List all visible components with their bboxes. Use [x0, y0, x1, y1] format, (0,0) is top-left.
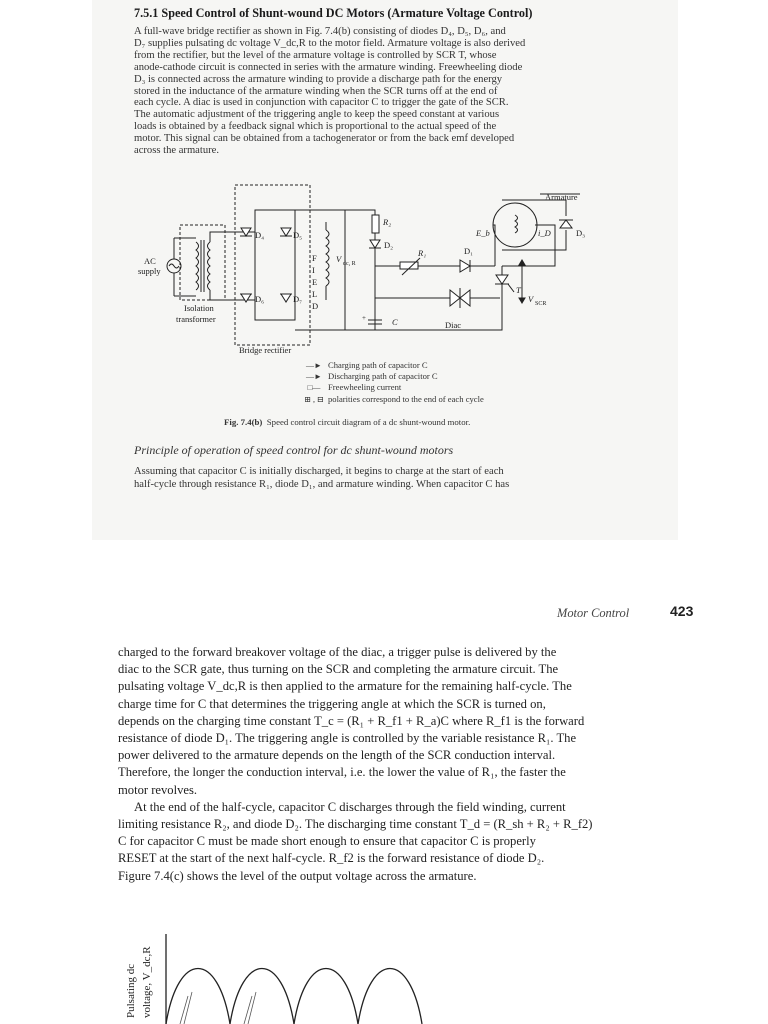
waveform-ylabel-2: voltage, V_dc,R — [141, 946, 153, 1018]
diac-label: Diac — [445, 320, 462, 330]
waveform-ylabel-1: Pulsating dc — [125, 963, 137, 1018]
d1-label: D₁ — [464, 246, 474, 256]
diode-d6-symbol — [240, 294, 252, 302]
plus-minus-box-icon: ⊞ , ⊟ — [304, 394, 324, 404]
field-letter-e: E — [312, 277, 318, 287]
legend-item — [304, 394, 584, 405]
text-line: power delivered to the armature depends on the length of the SCR conduction interval. — [118, 748, 556, 763]
d5-label: D₅ — [293, 230, 303, 240]
text-line: Figure 7.4(c) shows the level of the output voltage across the armature. — [118, 868, 477, 883]
text-line: resistance of diode D₁. The triggering angle is controlled by the variable resistance R₁. The — [118, 731, 577, 746]
vscr-label: V — [528, 294, 534, 304]
text-line: D₃ is connected across the armature winding to provide a discharge path for the energy — [134, 73, 503, 85]
ac-supply-label-2: supply — [138, 266, 161, 276]
waveform-hump-1 — [166, 969, 230, 1024]
figure-legend — [304, 360, 584, 405]
diode-d7-symbol — [280, 294, 292, 302]
bridge-rectifier-box — [235, 185, 310, 345]
text-line: anode-cathode circuit is connected in series with the armature winding. Freewheeling diode — [134, 61, 523, 73]
text-line: each cycle. A diac is used in conjunction with capacitor C to trigger the gate of the SCR. — [134, 97, 509, 109]
subheading: Principle of operation of speed control for dc shunt-wound motors — [134, 443, 454, 457]
scr-symbol — [495, 275, 514, 292]
text-line: D₇ supplies pulsating dc voltage V_dc,R to the motor field. Armature voltage is also derived — [134, 37, 526, 49]
armature-symbol — [493, 203, 537, 247]
text-line: charged to the forward breakover voltage of the diac, a trigger pulse is delivered by the — [118, 645, 557, 659]
vdcr-label: V — [336, 254, 342, 264]
text-line: half-cycle through resistance R₁, diode D₁, and armature winding. When capacitor C has — [134, 478, 510, 490]
legend-text: polarities correspond to the end of each cycle — [328, 393, 484, 404]
text-line: from the rectifier, but the level of the armature voltage is controlled by SCR T, whose — [134, 49, 497, 61]
text-line: Therefore, the longer the conduction interval, i.e. the lower the value of R₁, the faster the — [118, 765, 566, 780]
eb-label: E_b — [476, 228, 490, 238]
transformer-label: transformer — [176, 314, 216, 324]
legend-item — [304, 371, 584, 382]
intro-paragraph — [134, 26, 646, 157]
text-line: stored in the inductance of the armature winding when the SCR turns off at the end of — [134, 85, 498, 97]
text-line: motor revolves. — [118, 782, 198, 797]
waveform-hump-3 — [294, 969, 358, 1024]
field-letter-f: F — [312, 253, 317, 263]
text-line: charge time for C that determines the triggering angle at which the SCR is turned on, — [118, 696, 546, 711]
armature-label: Armature — [545, 192, 578, 202]
cap-plus-sign: + — [362, 314, 366, 322]
diode-d2-symbol — [369, 240, 381, 248]
arrow-icon: —► — [306, 361, 322, 370]
ia-label: i_D — [538, 228, 551, 238]
speed-control-circuit-diagram — [130, 180, 600, 360]
running-header: Motor Control — [557, 606, 630, 620]
d4-label: D₄ — [255, 230, 265, 240]
figure-caption — [224, 417, 584, 427]
field-letter-l: L — [312, 289, 318, 299]
text-line: pulsating voltage V_dc,R is then applied to the armature for the remaining half-cycle. The — [118, 679, 572, 694]
text-line: The automatic adjustment of the triggering angle to keep the speed constant at various — [134, 109, 500, 121]
diode-d3-symbol — [559, 220, 573, 228]
text-line: motor. This signal can be obtained from a tachogenerator or from the back emf developed — [134, 133, 515, 145]
legend-item — [304, 382, 584, 393]
arrow-icon: —► — [306, 372, 322, 382]
legend-item — [304, 360, 584, 371]
capacitor-label: C — [392, 317, 398, 327]
field-winding-coil — [326, 230, 329, 286]
scr-t-label: T — [516, 285, 521, 295]
d2-label: D₂ — [384, 240, 394, 250]
bridge-rectifier-label: Bridge rectifier — [239, 345, 292, 355]
waveform-hump-4 — [358, 969, 422, 1024]
r1-label: R₁ — [418, 248, 427, 258]
d6-label: D₆ — [255, 294, 265, 304]
legend-text: Freewheeling current — [328, 382, 402, 393]
diode-d5-symbol — [280, 228, 292, 236]
text-line: Assuming that capacitor C is initially discharged, it begins to charge at the start of each — [134, 466, 504, 477]
text-line: depends on the charging time constant T_c = (R₁ + R_f1 + R_a)C where R_f1 is the forward — [118, 713, 585, 728]
text-line: At the end of the half-cycle, capacitor C discharges through the field winding, current — [134, 799, 566, 814]
d7-label: D₇ — [293, 294, 303, 304]
resistor-r2-symbol — [372, 215, 379, 233]
text-line: diac to the SCR gate, thus turning on the SCR and completing the armature circuit. The — [118, 662, 559, 677]
square-arrow-icon: □— — [307, 383, 321, 393]
text-line: A full-wave bridge rectifier as shown in Fig. 7.4(b) consisting of diodes D₄, D₅, D₆, and — [134, 26, 506, 37]
d3-label: D₃ — [576, 228, 586, 238]
operation-paragraph — [134, 466, 644, 491]
vscr-subscript: SCR — [535, 301, 547, 307]
text-line: C for capacitor C must be made short enough to ensure that capacitor C is properly — [118, 834, 536, 849]
diac-symbol — [450, 288, 470, 308]
pulsating-voltage-waveform — [118, 930, 678, 1024]
text-line: limiting resistance R₂, and diode D₂. The discharging time constant T_d = (R_sh + R₂ + R_f2) — [118, 817, 593, 832]
page-number: 423 — [670, 603, 694, 619]
diode-d1-symbol — [460, 260, 470, 272]
text-line: RESET at the start of the next half-cycle. R_f2 is the forward resistance of diode D₂. — [118, 851, 545, 866]
field-letter-i: I — [312, 265, 315, 275]
figure-caption-text: Speed control circuit diagram of a dc shunt-wound motor. — [266, 417, 471, 427]
figure-caption-label: Fig. 7.4(b) — [224, 417, 263, 427]
ac-supply-label: AC — [144, 256, 156, 266]
legend-text: Discharging path of capacitor C — [328, 371, 438, 382]
section-title: 7.5.1 Speed Control of Shunt-wound DC Motors (Armature Voltage Control) — [134, 6, 533, 20]
vdcr-subscript: dc, R — [343, 261, 356, 267]
continuation-paragraph — [118, 644, 704, 885]
field-letter-d: D — [312, 301, 319, 311]
isolation-transformer-box — [180, 225, 225, 300]
r2-label: R₂ — [383, 217, 392, 227]
waveform-hump-2 — [230, 969, 294, 1024]
cap-minus-sign: − — [385, 326, 389, 334]
text-line: loads is obtained by a feedback signal which is proportional to the actual speed of the — [134, 121, 497, 133]
text-line: across the armature. — [134, 145, 220, 157]
legend-text: Charging path of capacitor C — [328, 360, 428, 370]
isolation-label: Isolation — [184, 303, 214, 313]
